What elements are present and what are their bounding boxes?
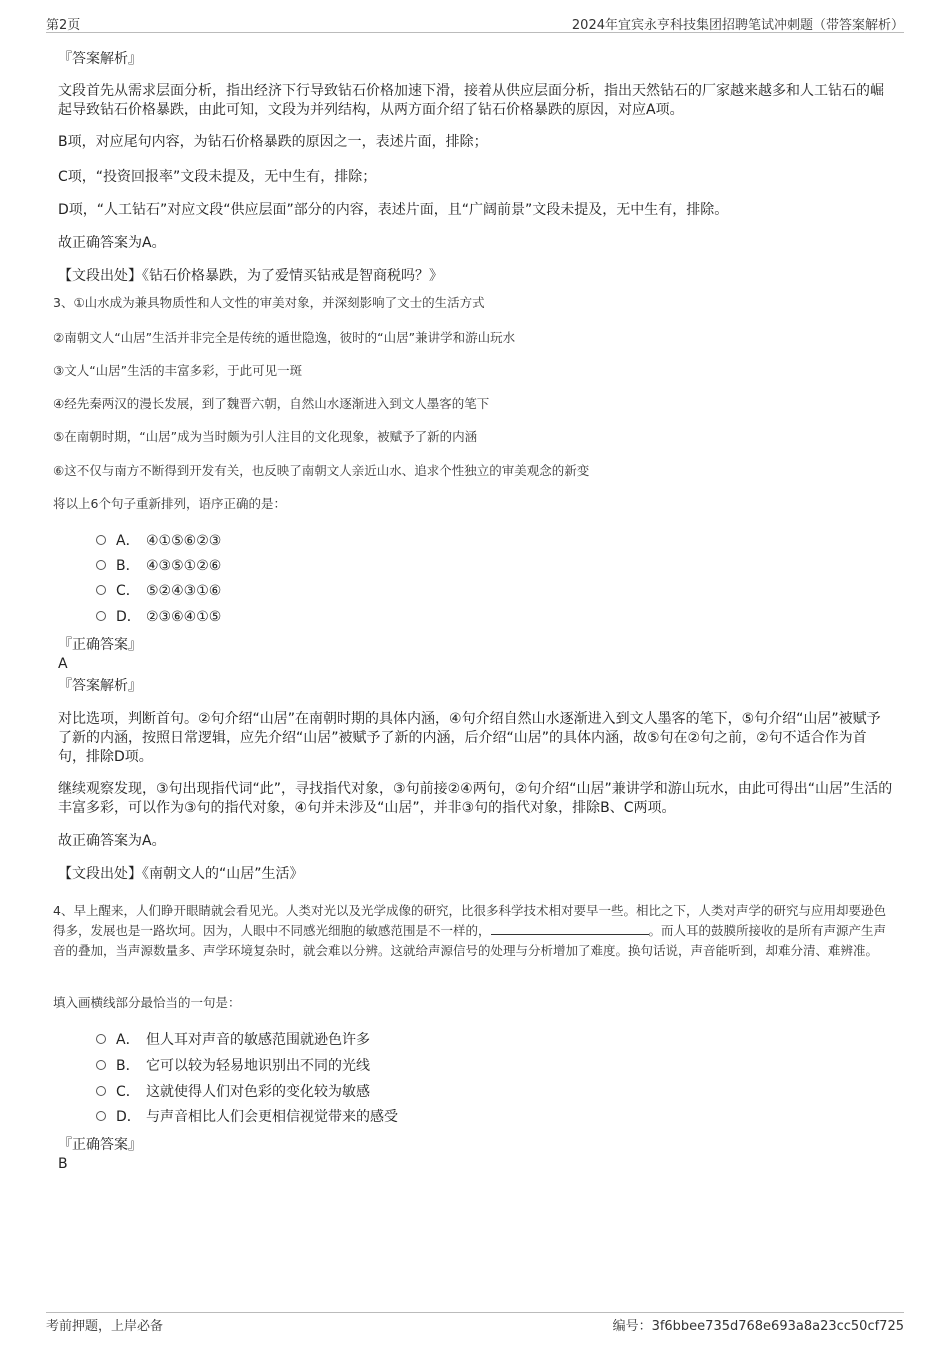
stem-text: 。而人耳的鼓膜所接收的是所有声源产生声音的叠加，当声源数量多、声学环境复杂时，就会难以分辨。这就给声源信号的处理与分析增加了难度。换句话说，声音能听到，却难分清、难辨准。	[53, 923, 887, 958]
answer-label: 『正确答案』	[58, 1137, 142, 1153]
option-text: 但人耳对声音的敏感范围就逊色许多	[146, 1032, 370, 1048]
stem-text: 4、早上醒来，人们睁开眼睛就会看见光。人类对光以及光学成像的研究，比很多科学技术相对要早一些。相比之下，人类对声学的研究与应用却要逊色得多，发展也是一路坎坷。因为，人眼中不同感光细胞的敏感范围是不一样的，	[53, 903, 886, 938]
option-c[interactable]	[96, 1082, 370, 1102]
page-number: 第2页	[46, 18, 81, 33]
option-text: ④③⑤①②⑥	[146, 558, 222, 574]
option-letter: A．	[116, 1032, 140, 1048]
question-sentence: ⑤在南朝时期，“山居”成为当时颇为引人注目的文化现象，被赋予了新的内涵	[53, 429, 478, 444]
analysis-paragraph: 对比选项，判断首句。②句介绍“山居”在南朝时期的具体内涵，④句介绍自然山水逐渐进入到文人墨客的笔下，⑤句介绍“山居”被赋予了新的内涵，按照日常逻辑，应先介绍“山居”被赋予了新的内涵，后介绍“山居”的具体内涵，故⑤句在②句之前，②句不适合作为首句，排除D项。	[58, 711, 881, 765]
radio-icon[interactable]	[96, 611, 106, 621]
document-title: 2024年宜宾永亨科技集团招聘笔试冲刺题（带答案解析）	[571, 18, 904, 33]
option-letter: D．	[116, 609, 141, 625]
question-sentence: ④经先秦两汉的漫长发展，到了魏晋六朝，自然山水逐渐进入到文人墨客的笔下	[53, 396, 490, 411]
radio-icon[interactable]	[96, 1034, 106, 1044]
option-text: 与声音相比人们会更相信视觉带来的感受	[146, 1109, 398, 1125]
option-a[interactable]	[96, 1030, 370, 1050]
correct-answer: A	[58, 656, 68, 672]
option-letter: A．	[116, 533, 140, 549]
analysis-paragraph: 继续观察发现，③句出现指代词“此”，寻找指代对象，③句前接②④两句，②句介绍“山居”兼讲学和游山玩水，由此可得出“山居”生活的丰富多彩，可以作为③句的指代对象，④句并未涉及“山居”，并非③句的指代对象，排除B、C两项。	[58, 781, 893, 816]
option-b[interactable]	[96, 1056, 370, 1076]
radio-icon[interactable]	[96, 1111, 106, 1121]
analysis-paragraph: 文段首先从需求层面分析，指出经济下行导致钻石价格加速下滑，接着从供应层面分析，指出天然钻石的厂家越来越多和人工钻石的崛起导致钻石价格暴跌，由此可知，文段为并列结构，从两方面介绍了钻石价格暴跌的原因，对应A项。	[58, 83, 884, 118]
analysis-label: 『答案解析』	[58, 51, 142, 67]
source-citation: 【文段出处】《南朝文人的“山居”生活》	[58, 866, 304, 882]
page-footer	[46, 1312, 904, 1334]
question-sentence: ⑥这不仅与南方不断得到开发有关，也反映了南朝文人亲近山水、追求个性独立的审美观念的新变	[53, 463, 590, 478]
fill-blank-line	[491, 922, 649, 935]
option-d[interactable]	[96, 607, 221, 627]
analysis-conclusion: 故正确答案为A。	[58, 833, 166, 849]
question-sentence: ③文人“山居”生活的丰富多彩，于此可见一斑	[53, 363, 303, 378]
radio-icon[interactable]	[96, 535, 106, 545]
option-letter: D．	[116, 1109, 141, 1125]
option-letter: B．	[116, 558, 140, 574]
correct-answer: B	[58, 1156, 68, 1172]
analysis-paragraph: D项，“人工钻石”对应文段“供应层面”部分的内容，表述片面，且“广阔前景”文段未提及，无中生有，排除。	[58, 202, 729, 218]
option-d[interactable]	[96, 1107, 398, 1127]
source-citation: 【文段出处】《钻石价格暴跌，为了爱情买钻戒是智商税吗？》	[58, 268, 443, 284]
question-prompt: 将以上6个句子重新排列，语序正确的是：	[53, 496, 286, 511]
option-text: ⑤②④③①⑥	[146, 583, 222, 599]
option-text: ②③⑥④①⑤	[146, 609, 222, 625]
option-b[interactable]	[96, 556, 221, 576]
analysis-paragraph: B项，对应尾句内容，为钻石价格暴跌的原因之一，表述片面，排除；	[58, 134, 488, 150]
question-prompt: 填入画横线部分最恰当的一句是：	[53, 995, 241, 1010]
answer-label: 『正确答案』	[58, 637, 142, 653]
analysis-conclusion: 故正确答案为A。	[58, 235, 166, 251]
option-text: ④①⑤⑥②③	[146, 533, 222, 549]
question-stem	[53, 901, 895, 961]
option-a[interactable]	[96, 531, 221, 551]
option-text: 它可以较为轻易地识别出不同的光线	[146, 1058, 370, 1074]
question-sentence: 3、①山水成为兼具物质性和人文性的审美对象，并深刻影响了文士的生活方式	[53, 295, 485, 310]
option-c[interactable]	[96, 581, 221, 601]
option-letter: C．	[116, 583, 140, 599]
radio-icon[interactable]	[96, 585, 106, 595]
footer-slogan: 考前押题，上岸必备	[46, 1319, 164, 1334]
question-sentence: ②南朝文人“山居”生活并非完全是传统的遁世隐逸，彼时的“山居”兼讲学和游山玩水	[53, 330, 516, 345]
analysis-paragraph: C项，“投资回报率”文段未提及，无中生有，排除；	[58, 169, 377, 185]
radio-icon[interactable]	[96, 1060, 106, 1070]
radio-icon[interactable]	[96, 1086, 106, 1096]
option-letter: B．	[116, 1058, 140, 1074]
option-text: 这就使得人们对色彩的变化较为敏感	[146, 1084, 370, 1100]
document-id: 编号：3f6bbee735d768e693a8a23cc50cf725	[612, 1319, 904, 1334]
option-letter: C．	[116, 1084, 140, 1100]
radio-icon[interactable]	[96, 560, 106, 570]
analysis-label: 『答案解析』	[58, 678, 142, 694]
page-header	[46, 12, 904, 33]
